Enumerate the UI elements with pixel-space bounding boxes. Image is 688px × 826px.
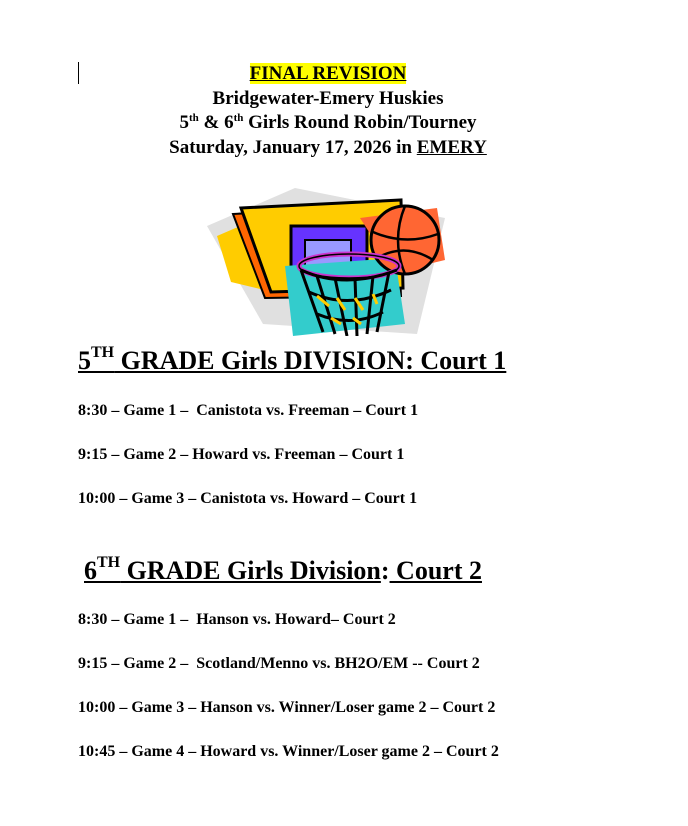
tourney-title: 5th & 6th Girls Round Robin/Tourney <box>179 112 477 133</box>
division5-game-1: 8:30 – Game 1 – Canistota vs. Freeman – Court 1 <box>78 402 419 419</box>
division6-game-1: 8:30 – Game 1 – Hanson vs. Howard– Court 2 <box>78 611 396 628</box>
division6-game-2: 9:15 – Game 2 – Scotland/Menno vs. BH2O/EM -- Court 2 <box>78 655 480 672</box>
revision-label: FINAL REVISION <box>249 63 407 84</box>
team-name: Bridgewater-Emery Huskies <box>212 87 444 109</box>
revision-line <box>0 62 656 87</box>
document-header <box>0 62 656 160</box>
event-date: Saturday, January 17, 2026 in EMERY <box>169 136 487 158</box>
division5-game-2: 9:15 – Game 2 – Howard vs. Freeman – Court 1 <box>78 446 405 463</box>
event-location: EMERY <box>416 136 487 158</box>
division5-game-3: 10:00 – Game 3 – Canistota vs. Howard – Court 1 <box>78 490 418 507</box>
division6-game-3: 10:00 – Game 3 – Hanson vs. Winner/Loser game 2 – Court 2 <box>78 699 496 716</box>
basketball-hoop-icon <box>205 186 455 336</box>
division6-heading: 6TH GRADE Girls Division: Court 2 <box>84 554 482 585</box>
division6-game-4: 10:45 – Game 4 – Howard vs. Winner/Loser game 2 – Court 2 <box>78 743 499 760</box>
division5-heading: 5TH GRADE Girls DIVISION: Court 1 <box>78 344 507 375</box>
